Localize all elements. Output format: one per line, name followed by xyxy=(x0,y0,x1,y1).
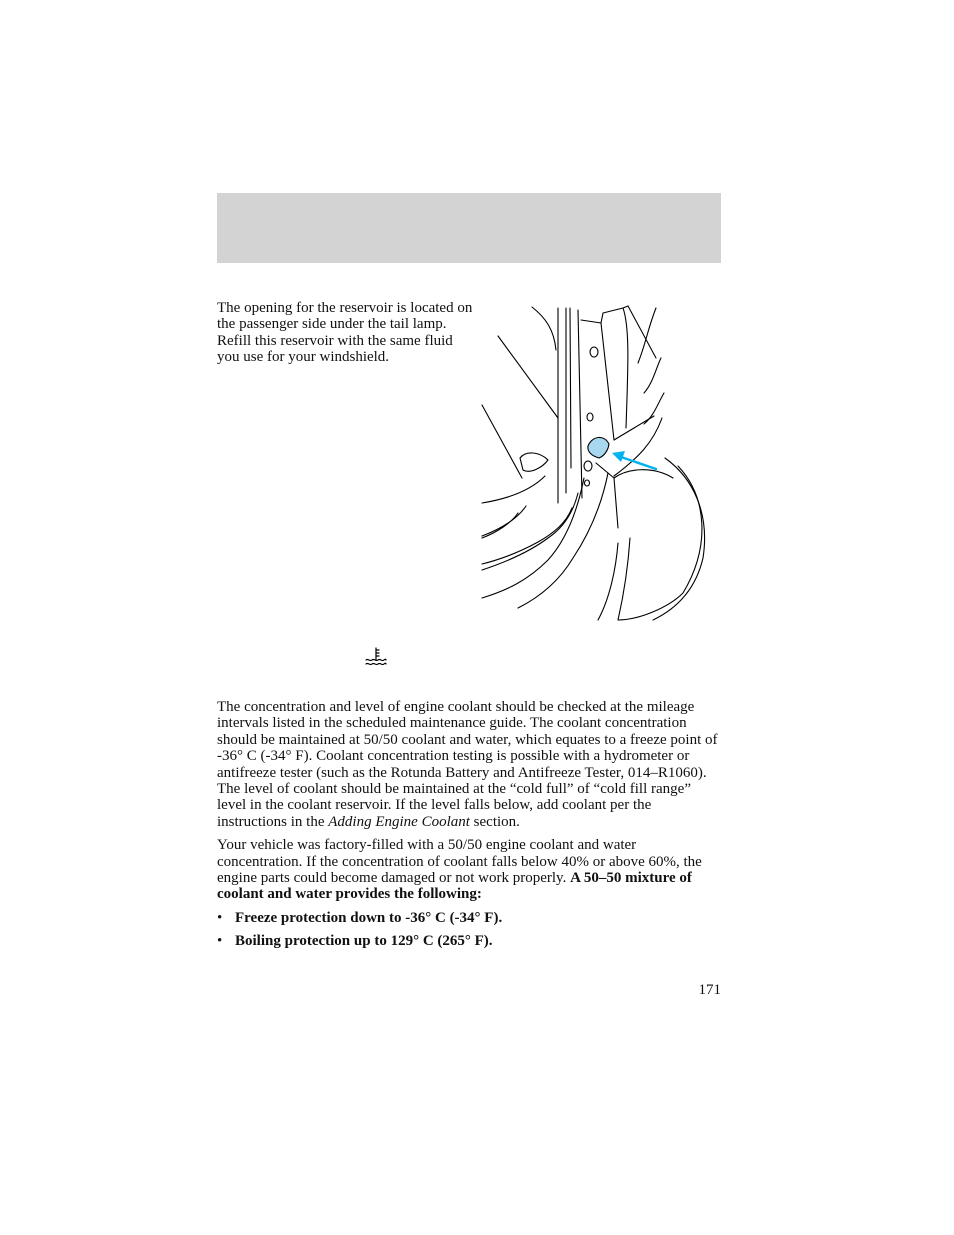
coolant-concentration-paragraph: The concentration and level of engine coolant should be checked at the mileage intervals listed in the scheduled maintenance guide. The coolant concentration should be maintained at 50/50 coolant and water, which equates to a freeze point of -36° C (-34° F). Coolant concentration testing is possible with a hydrometer or antifreeze tester (such as the Rotunda Battery and Antifreeze Tester, 014–R1060). The level of coolant should be maintained at the “cold full” of “cold fill range” level in the coolant reservoir. If the level falls below, add coolant per the instructions in the Adding Engine Coolant section. xyxy=(217,699,718,830)
callout-arrow xyxy=(618,456,656,469)
list-item: • Freeze protection down to -36° C (-34° F). xyxy=(217,909,503,926)
mixture-benefits-list xyxy=(217,910,721,950)
reservoir-location-text: The opening for the reservoir is located on the passenger side under the tail lamp. Refill this reservoir with the same fluid you use for your windshield. xyxy=(217,300,473,366)
adding-engine-coolant-reference: Adding Engine Coolant xyxy=(328,813,470,830)
reservoir-opening xyxy=(588,437,609,458)
bullet-icon: • xyxy=(217,933,223,950)
list-item: • Boiling protection up to 129° C (265° F). xyxy=(217,933,493,950)
factory-fill-paragraph: Your vehicle was factory-filled with a 50/50 engine coolant and water concentration. If the concentration of coolant falls below 40% or above 60%, the engine parts could become damaged or not work properly. A 50–50 mixture of coolant and water provides the following: xyxy=(217,837,702,903)
coolant-body-text xyxy=(217,699,721,957)
page-number: 171 xyxy=(698,982,721,998)
engine-coolant-temperature-icon xyxy=(364,646,388,668)
bullet-icon: • xyxy=(217,909,223,926)
mixture-benefits-heading: A 50–50 mixture of coolant and water provides the following: xyxy=(217,870,692,903)
section-header-band xyxy=(217,193,721,263)
washer-reservoir-illustration xyxy=(478,298,718,628)
